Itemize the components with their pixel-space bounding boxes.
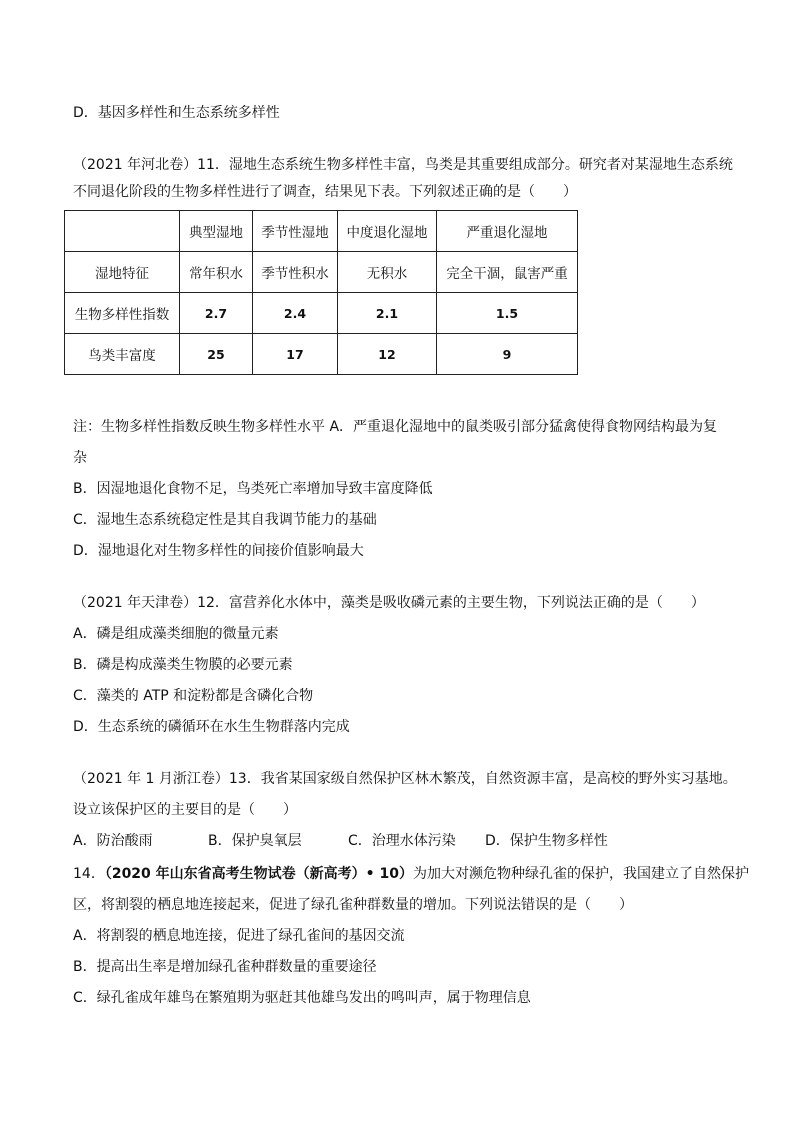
table-header-cell: 典型湿地 — [180, 211, 253, 252]
table-row — [65, 252, 578, 293]
table-cell: 9 — [437, 334, 578, 375]
table-cell: 17 — [253, 334, 338, 375]
q14-option-b: B．提高出生率是增加绿孔雀种群数量的重要途径 — [73, 959, 377, 975]
q11-note-line2: 杂 — [73, 450, 87, 466]
q13-option-b: B．保护臭氧层 — [208, 833, 302, 849]
table-header-cell: 严重退化湿地 — [437, 211, 578, 252]
table-row — [65, 334, 578, 375]
table-row — [65, 293, 578, 334]
q13-stem-line2: 设立该保护区的主要目的是（ ） — [73, 802, 297, 818]
table-header-cell: 中度退化湿地 — [338, 211, 437, 252]
table-cell: 25 — [180, 334, 253, 375]
table-cell: 2.1 — [338, 293, 437, 334]
q11-option-d: D．湿地退化对生物多样性的间接价值影响最大 — [73, 543, 364, 559]
q14-stem-line1 — [73, 864, 749, 884]
table-header-cell: 季节性湿地 — [253, 211, 338, 252]
q12-option-a: A．磷是组成藻类细胞的微量元素 — [73, 626, 279, 642]
q14-number: 14． — [73, 866, 105, 882]
q14-source: （2020 年山东省高考生物试卷（新高考）• 10） — [104, 866, 413, 882]
q11-stem-line2: 不同退化阶段的生物多样性进行了调查，结果见下表。下列叙述正确的是（ ） — [73, 184, 577, 200]
wetland-table — [64, 210, 578, 375]
q11-stem-line1: （2021 年河北卷）11．湿地生态系统生物多样性丰富，鸟类是其重要组成部分。研究者对某湿地生态系统 — [73, 157, 733, 173]
table-cell: 季节性积水 — [253, 252, 338, 293]
table-cell: 12 — [338, 334, 437, 375]
table-cell: 完全干涸，鼠害严重 — [437, 252, 578, 293]
q13-option-a: A．防治酸雨 — [73, 833, 153, 849]
table-cell: 生物多样性指数 — [65, 293, 180, 334]
q10-option-d: D．基因多样性和生态系统多样性 — [73, 105, 280, 121]
q14-stem-rest: 为加大对濒危物种绿孔雀的保护，我国建立了自然保护 — [412, 866, 749, 882]
q11-option-b: B．因湿地退化食物不足，鸟类死亡率增加导致丰富度降低 — [73, 481, 433, 497]
table-cell: 湿地特征 — [65, 252, 180, 293]
table-cell: 常年积水 — [180, 252, 253, 293]
q12-option-b: B．磷是构成藻类生物膜的必要元素 — [73, 657, 293, 673]
table-cell: 鸟类丰富度 — [65, 334, 180, 375]
q12-option-c: C．藻类的 ATP 和淀粉都是含磷化合物 — [73, 688, 314, 704]
q14-option-a: A．将割裂的栖息地连接，促进了绿孔雀间的基因交流 — [73, 928, 405, 944]
q14-stem-line2: 区，将割裂的栖息地连接起来，促进了绿孔雀种群数量的增加。下列说法错误的是（ ） — [73, 897, 633, 913]
table-header-row — [65, 211, 578, 252]
q11-note-line1: 注：生物多样性指数反映生物多样性水平 A．严重退化湿地中的鼠类吸引部分猛禽使得食物网结构最为复 — [73, 419, 718, 435]
q13-stem-line1: （2021 年 1 月浙江卷）13．我省某国家级自然保护区林木繁茂，自然资源丰富，是高校的野外实习基地。 — [73, 771, 737, 787]
q11-option-c: C．湿地生态系统稳定性是其自我调节能力的基础 — [73, 512, 377, 528]
table-cell: 2.4 — [253, 293, 338, 334]
table-cell: 1.5 — [437, 293, 578, 334]
table-cell: 2.7 — [180, 293, 253, 334]
q12-stem: （2021 年天津卷）12．富营养化水体中，藻类是吸收磷元素的主要生物，下列说法正确的是（ ） — [73, 595, 705, 611]
table-header-cell — [65, 211, 180, 252]
table-cell: 无积水 — [338, 252, 437, 293]
q14-option-c: C．绿孔雀成年雄鸟在繁殖期为驱赶其他雄鸟发出的鸣叫声，属于物理信息 — [73, 990, 531, 1006]
q13-option-c: C．治理水体污染 — [348, 833, 456, 849]
q13-option-d: D．保护生物多样性 — [485, 833, 608, 849]
q12-option-d: D．生态系统的磷循环在水生生物群落内完成 — [73, 719, 350, 735]
